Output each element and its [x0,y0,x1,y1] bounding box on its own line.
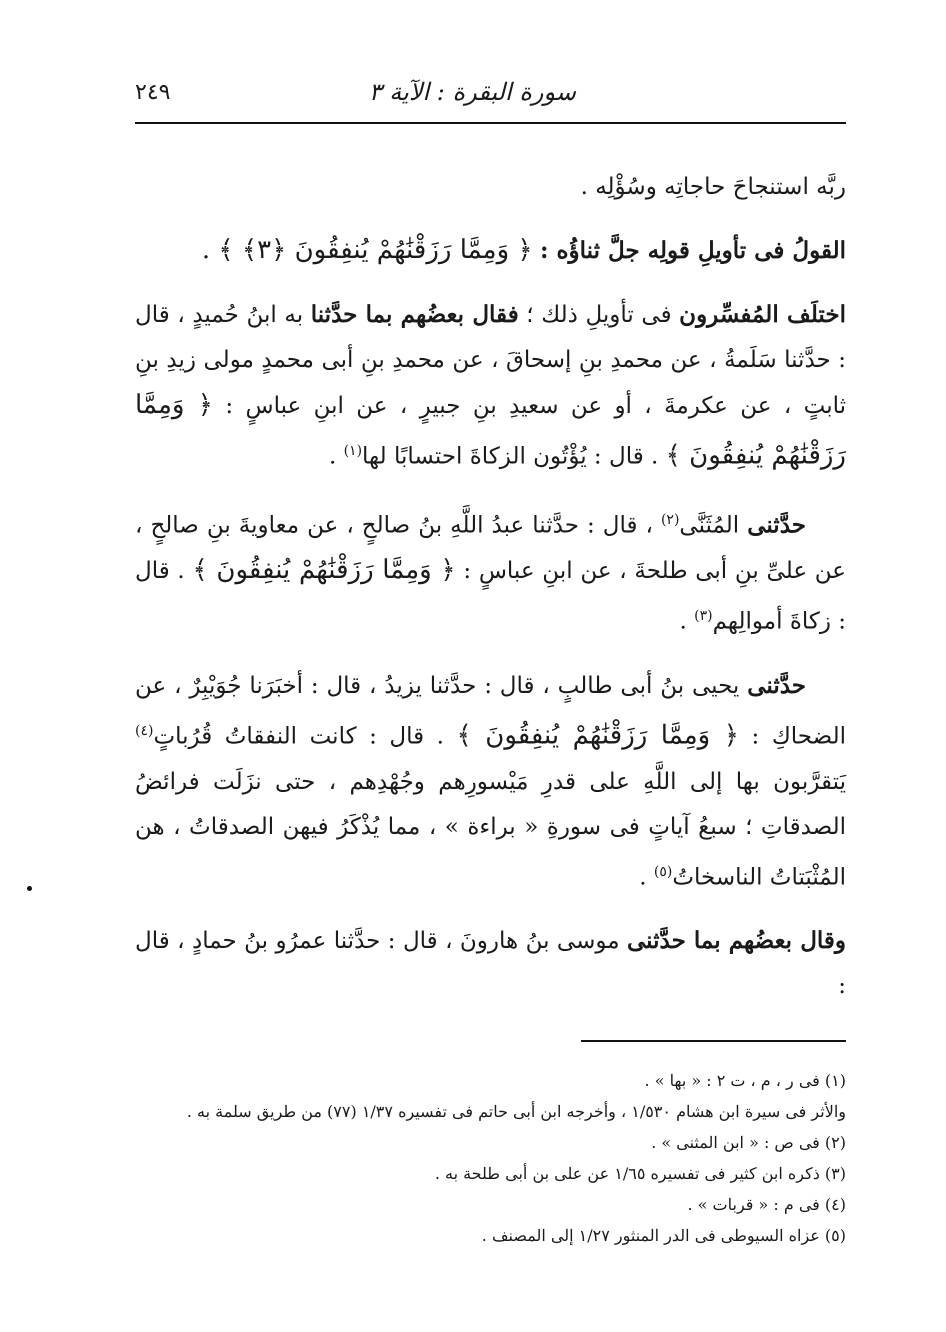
text-run-bold: حدَّثنى [747,511,806,539]
page-number: ٢٤٩ [135,80,171,105]
text-run: . [679,608,687,635]
paragraph-4 [135,918,846,1009]
text-run-bold: فقال بعضُهم بما حدَّثنا [310,301,519,328]
quran-verse: ﴿ وَمِمَّا رَزَقْنَٰهُمْ يُنفِقُونَ ﴾ [456,720,739,751]
footnote-3: (٣) ذكره ابن كثير فى تفسيره ١/٦٥ عن على بن أبى طلحة به . [434,1164,846,1183]
text-run: . قال : زكاةَ أموالِهم [135,558,846,635]
header-rule [135,122,846,124]
text-run: . [639,864,647,891]
running-title: سورة البقرة : الآية ٣ [368,78,576,106]
paragraph-0 [135,165,846,210]
text-run-bold: حدَّثنى [747,671,807,699]
footnote-rule [581,1040,846,1042]
footnote-1: (١) فى ر ، م ، ت ٢ : « بها » . [644,1071,846,1090]
text-run: ، قال : حدَّثنا عبدُ اللَّهِ بنُ صالحٍ ، عن معاويةَ بنِ صالحٍ ، عن علىِّ بنِ أبى طلحةَ ، عن ابنِ عباسٍ : [135,512,846,585]
quran-verse: ﴿ وَمِمَّا رَزَقْنَٰهُمْ يُنفِقُونَ ﴿٣﴾ ﴾ . [201,235,533,265]
footnotes [135,1065,846,1251]
footnote-1-continued: والأثر فى سيرة ابن هشام ١/٥٣٠ ، وأخرجه ابن أبى حاتم فى تفسيره ١/٣٧ (٧٧) من طريق سلمة به . [186,1102,846,1121]
footnote-ref: (٢) [660,511,680,528]
margin-dot [27,886,32,891]
text-run: به ابنُ حُميدٍ ، قال : حدَّثنا سَلَمةُ ، عن محمدِ بنِ إسحاقَ ، عن محمدِ بنِ أبى محمدٍ مولى زيدِ بنِ ثابتٍ ، عن عكرمةَ ، أو عن سعيدِ بنِ جبيرٍ ، عن ابنِ عباسٍ : [135,302,847,419]
page-header [135,70,846,120]
heading-lead: القولُ فى تأويلِ قولِه جلَّ ثناؤُه : [539,237,846,264]
section-heading [135,228,846,274]
footnote-4: (٤) فى م : « قربات » . [687,1195,846,1214]
footnote-2: (٢) فى ص : « ابن المثنى » . [651,1133,846,1152]
text-run-bold: وقال بعضُهم بما حدَّثنى [626,927,847,955]
paragraph-1 [135,292,846,480]
text-run: المُثَنَّى [679,512,740,539]
text-run: ربَّه استنجاحَ حاجاتِه وسُؤْلِه . [580,174,846,200]
text-run: يَتقرَّبون بها إلى اللَّهِ على قدرِ مَيْسورِهم وجُهْدِهم ، حتى نزَلَت فرائضُ الصدقاتِ ؛ سبعُ آياتٍ فى سورةِ « براءة » ، مما يُذْكَرُ فيهن الصدقاتُ ، هن المُثْبَتاتُ الناسخاتُ [135,768,846,891]
main-text [135,165,846,1027]
quran-verse: ﴿ وَمِمَّا رَزَقْنَٰهُمْ يُنفِقُونَ ﴾ [192,555,456,586]
text-run: موسى بنُ هارونَ ، قال : حدَّثنا عمرُو بنُ حمادٍ ، قال : [135,928,846,1000]
text-run: يحيى بنُ أبى طالبٍ ، قال : حدَّثنا يزيدُ ، قال : أخبَرَنا جُوَيْبِرٌ ، عن الضحاكِ : [135,672,846,750]
text-run: . قال : كانت النفقاتُ قُرُباتٍ [153,723,444,750]
footnote-ref: (٥) [653,863,673,880]
footnote-5: (٥) عزاه السيوطى فى الدر المنثور ١/٢٧ إلى المصنف . [481,1226,846,1245]
footnote-ref: (٤) [135,722,154,739]
text-run: فى تأويلِ ذلك ؛ [526,302,672,328]
paragraph-2 [135,498,846,645]
text-run-bold: اختلَف المُفسِّرون [679,301,846,328]
paragraph-3 [135,663,846,900]
footnote-ref: (١) [343,443,363,459]
text-run: . قال : يُؤْتُون الزكاةَ احتسابًا لها [362,443,659,470]
text-run: . [328,443,337,470]
footnote-ref: (٣) [694,608,713,625]
quran-verse: ﴿ وَمِمَّا رَزَقْنَٰهُمْ يُنفِقُونَ ﴾ [135,390,846,471]
